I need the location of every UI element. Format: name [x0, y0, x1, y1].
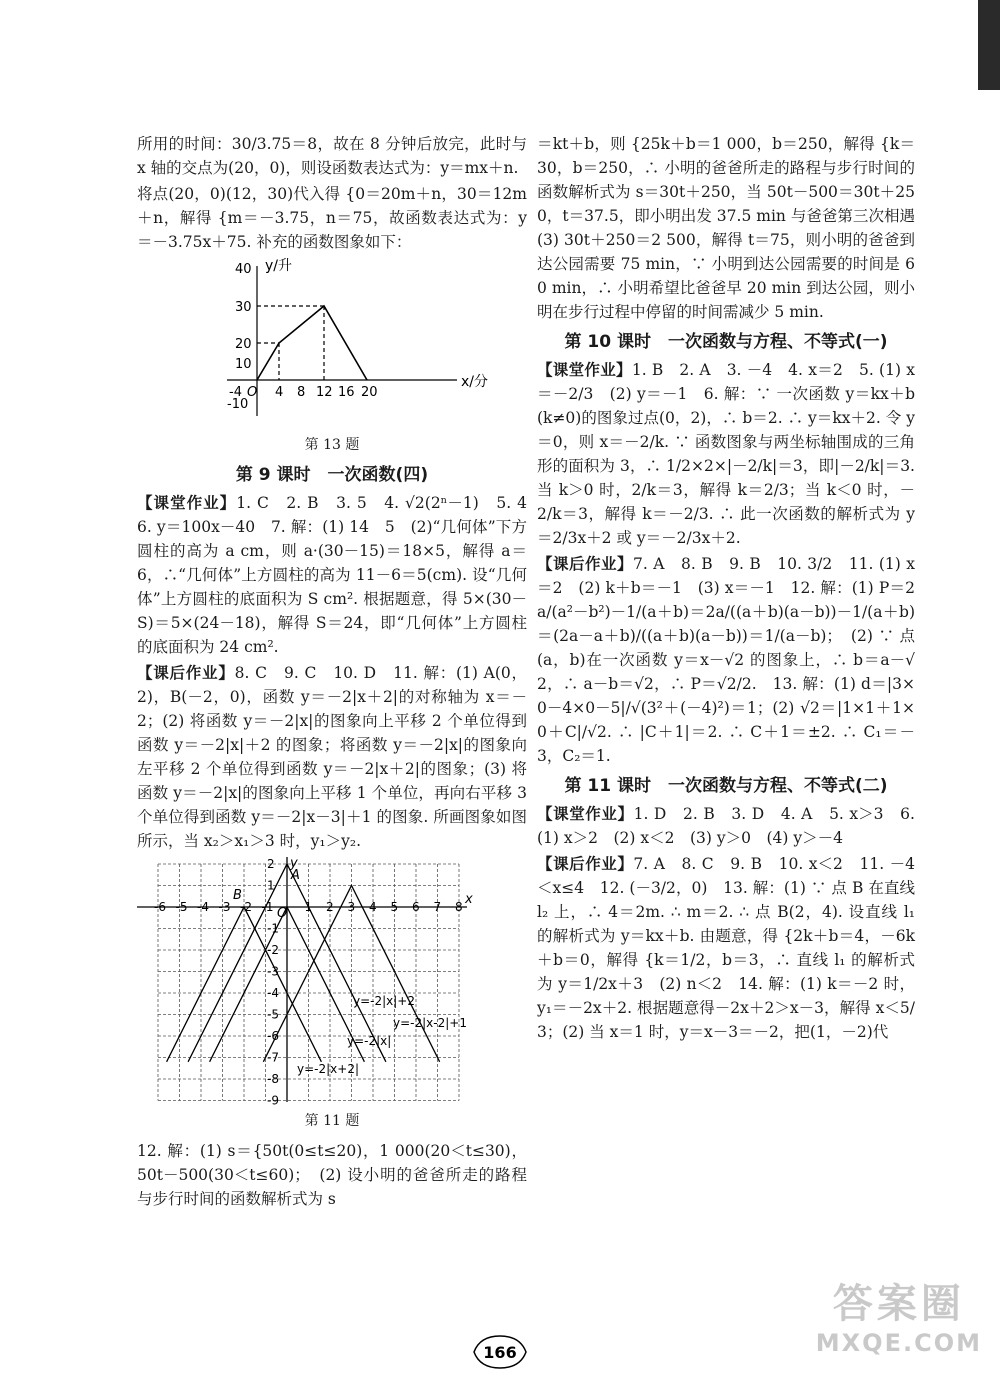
fig11-label-2: y=-2|x-2|+1	[393, 1016, 467, 1030]
fig11-y-tick: 1	[267, 878, 275, 893]
lesson-10-after-work	[537, 552, 915, 768]
fig13-xtick-20: 20	[361, 385, 378, 400]
fig11-x-tick: 6	[412, 900, 420, 914]
fig11-point-b: B	[233, 888, 242, 903]
fig11-x-tick: 3	[347, 900, 356, 914]
fig13-y-label: y/升	[265, 258, 293, 274]
fig13-ytick-neg10: -10	[227, 397, 249, 412]
fig13-ytick-10: 10	[235, 357, 252, 372]
lesson-9-class-work	[137, 491, 543, 659]
fig11-x-tick: 5	[390, 900, 399, 914]
lesson-11-title: 第 11 课时 一次函数与方程、不等式(二)	[564, 776, 888, 796]
lesson-10-class-answers: 1. B 2. A 3. －4 4. x＝2 5. (1) x＝－2/3 (2) y＝－1 6. 解：∵ 一次函数 y＝kx＋b(k≠0)的图象过点(0，2)，∴ b＝2. ∴ y＝kx＋2. 令 y＝0，则 x＝－2/k. ∵ 函数图象与两坐标轴围成的三角形的面积为 3，∴ 1/2×2×|－2/k|＝3，即|－2/k|＝3. 当 k＞0 时，2/k＝3，解得 k＝2/3；当 k＜0 时，－2/k＝3，解得 k＝－2/3. ∴ 此一次函数的解析式为 y＝2/3x＋2 或 y＝－2/3x＋2.	[537, 361, 915, 547]
fig11-x-tick: 2	[326, 900, 334, 914]
left-column	[137, 132, 543, 1213]
fig11-y-tick: -3	[267, 964, 279, 979]
page-number-badge	[470, 1332, 530, 1372]
fig11-label-4: y=-2|x+2|	[297, 1062, 359, 1076]
fig13-x-label: x/分	[461, 374, 489, 390]
fig11-x-label: x	[465, 892, 473, 907]
fig11-x-tick: -4	[197, 900, 209, 914]
fig11-x-tick: -5	[175, 900, 188, 914]
fig13-ytick-20: 20	[235, 337, 252, 352]
fig13-xtick-4: 4	[275, 385, 284, 400]
fig11-y-tick: -9	[267, 1093, 279, 1107]
figure-13-graph	[207, 256, 507, 431]
figure-11-caption: 第 11 题	[304, 1113, 360, 1129]
lesson-11-after-work	[537, 852, 915, 1044]
lesson-9-after-work	[137, 661, 527, 853]
fig13-ytick-30: 30	[235, 300, 252, 315]
question-12: 12. 解：(1) s＝{50t(0≤t≤20)，1 000(20＜t≤30)，50t－500(30＜t≤60)； (2) 设小明的爸爸所走的路程与步行时间的函数解析式为 s	[137, 1142, 527, 1208]
fig11-origin: O	[277, 906, 288, 921]
lesson-10-after-answers: 7. A 8. B 9. B 10. 3/2 11. (1) x＝2 (2) k＋b＝－1 (3) x＝－1 12. 解：(1) P＝2a/(a²－b²)－1/(a＋b)＝2a/((a＋b)(a－b))－1/(a＋b)＝(2a－a＋b)/((a＋b)(a－b))＝1/(a－b)； (2) ∵ 点(a，b)在一次函数 y＝x－√2 的图象上，∴ b＝a－√2，∴ a－b＝√2，∴ P＝√2/2. 13. 解：(1) d＝|3×0－4×0－5|/√(3²＋(－4)²)＝1；(2) √2＝|1×1＋1×0＋C|/√2. ∴ |C＋1|＝2. ∴ C＋1＝±2. ∴ C₁＝－3，C₂＝1.	[537, 555, 915, 765]
fig11-x-tick: 4	[369, 900, 377, 914]
after-work-tag: 【课后作业】	[537, 555, 634, 573]
fig13-ytick-40: 40	[235, 262, 252, 277]
class-work-tag: 【课堂作业】	[537, 805, 634, 823]
fig11-x-tick: 8	[455, 900, 463, 914]
lesson-10-class-work	[537, 358, 915, 550]
lesson-11-class-work	[537, 802, 915, 850]
fig11-x-tick: -3	[218, 900, 231, 914]
fig11-y-tick: -2	[267, 943, 279, 957]
fig11-y-label: y	[290, 857, 298, 871]
fig11-x-tick: 7	[433, 900, 442, 914]
watermark-logo	[816, 1272, 982, 1357]
class-work-tag: 【课堂作业】	[537, 361, 632, 379]
watermark-title: 答案圈	[832, 1281, 965, 1327]
fig13-origin: O	[247, 385, 258, 400]
class-work-tag: 【课堂作业】	[137, 494, 237, 512]
intro-paragraph-2: 将点(20，0)(12，30)代入得 {0＝20m＋n，30＝12m＋n，解得 {m＝－3.75，n＝75，故函数表达式为：y＝－3.75x＋75. 补充的函数图象如下：	[137, 185, 527, 251]
after-work-tag: 【课后作业】	[537, 855, 634, 873]
lesson-9-after-answers: 8. C 9. C 10. D 11. 解：(1) A(0，2)，B(－2，0)，函数 y＝－2|x＋2|的对称轴为 x＝－2；(2) 将函数 y＝－2|x|的图象向上平移 2 个单位得到函数 y＝－2|x|＋2 的图象；将函数 y＝－2|x|的图象向左平移 2 个单位得到函数 y＝－2|x＋2|的图象；(3) 将函数 y＝－2|x|的图象向上平移 1 个单位，再向右平移 3 个单位得到函数 y＝－2|x－3|＋1 的图象. 所画图象如图所示，当 x₂＞x₁＞3 时，y₁＞y₂.	[137, 664, 527, 850]
figure-11-graph	[137, 857, 477, 1107]
fig11-y-tick: -1	[267, 921, 279, 936]
fig11-y-tick: -4	[267, 986, 279, 1000]
fig11-point-a: A	[291, 868, 300, 883]
lesson-9-title: 第 9 课时 一次函数(四)	[235, 465, 429, 485]
lesson-11-class-answers: 1. D 2. B 3. D 4. A 5. x＞3 6. (1) x＞2 (2) x＜2 (3) y＞0 (4) y＞－4	[537, 805, 915, 847]
figure-13-caption: 第 13 题	[304, 437, 360, 453]
fig11-x-tick: -2	[240, 900, 252, 914]
fig11-x-tick: 1	[304, 900, 313, 914]
fig11-label-1: y=-2|x|+2	[353, 994, 415, 1008]
page-edge-shadow	[978, 0, 1000, 90]
right-column	[537, 132, 931, 1046]
lesson-9-class-answers: 1. C 2. B 3. 5 4. √2(2ⁿ－1) 5. 4 6. y＝100x－40 7. 解：(1) 14 5 (2)“几何体”下方圆柱的高为 a cm，则 a·(30－15)＝18×5，解得 a＝6，∴“几何体”上方圆柱的高为 11－6＝5(cm). 设“几何体”上方圆柱的底面积为 S cm². 根据题意，得 5×(30－S)＝5×(24－18)，解得 S＝24，即“几何体”上方圆柱的底面积为 24 cm².	[137, 494, 543, 656]
fig11-y-tick: -5	[267, 1007, 279, 1022]
fig13-xtick-16: 16	[338, 385, 355, 400]
fig13-xtick-neg4: -4	[229, 385, 242, 400]
fig11-y-tick: -8	[267, 1072, 279, 1086]
fig11-x-tick: -6	[154, 900, 166, 914]
fig13-xtick-8: 8	[297, 385, 306, 400]
page-number: 166	[483, 1343, 517, 1362]
fig11-y-tick: -6	[267, 1029, 279, 1043]
fig11-label-3: y=-2|x|	[347, 1034, 392, 1048]
intro-paragraph-1: 所用的时间：30/3.75＝8，故在 8 分钟后放完，此时与 x 轴的交点为(20，0)，则设函数表达式为：y＝mx＋n.	[137, 135, 527, 177]
lesson-11-after-answers: 7. A 8. C 9. B 10. x＜2 11. －4＜x≤4 12. (－3/2，0) 13. 解：(1) ∵ 点 B 在直线 l₂ 上，∴ 4＝2m. ∴ m＝2. ∴ 点 B(2，4). 设直线 l₁ 的解析式为 y＝kx＋b. 由题意，得 {2k＋b＝4，－6k＋b＝0，解得 {k＝1/2，b＝3，∴ 直线 l₁ 的解析式为 y＝1/2x＋3 (2) n＜2 14. 解：(1) k＝－2 时，y₁＝－2x＋2. 根据题意得－2x＋2＞x－3，解得 x＜5/3；(2) 当 x＝1 时，y＝x－3＝－2，把(1，－2)代	[537, 855, 915, 1041]
lesson-10-title: 第 10 课时 一次函数与方程、不等式(一)	[564, 332, 888, 352]
fig13-xtick-12: 12	[316, 385, 333, 400]
fig11-y-tick: 2	[267, 857, 275, 871]
after-work-tag: 【课后作业】	[137, 664, 235, 682]
fig11-x-tick: -1	[261, 900, 274, 914]
q12-continuation: ＝kt＋b，则 {25k＋b＝1 000，b＝250，解得 {k＝30，b＝250，∴ 小明的爸爸所走的路程与步行时间的函数解析式为 s＝30t＋250，当 50t－500＝30t＋250，t＝37.5，即小明出发 37.5 min 与爸爸第三次相遇 (3) 30t＋250＝2 500，解得 t＝75，则小明的爸爸到达公园需要 75 min，∵ 小明到达公园需要的时间是 60 min，∴ 小明希望比爸爸早 20 min 到达公园，则小明在步行过程中停留的时间需减少 5 min.	[537, 135, 931, 321]
fig11-y-tick: -7	[267, 1050, 279, 1065]
watermark-url: MXQE.COM	[815, 1329, 982, 1357]
